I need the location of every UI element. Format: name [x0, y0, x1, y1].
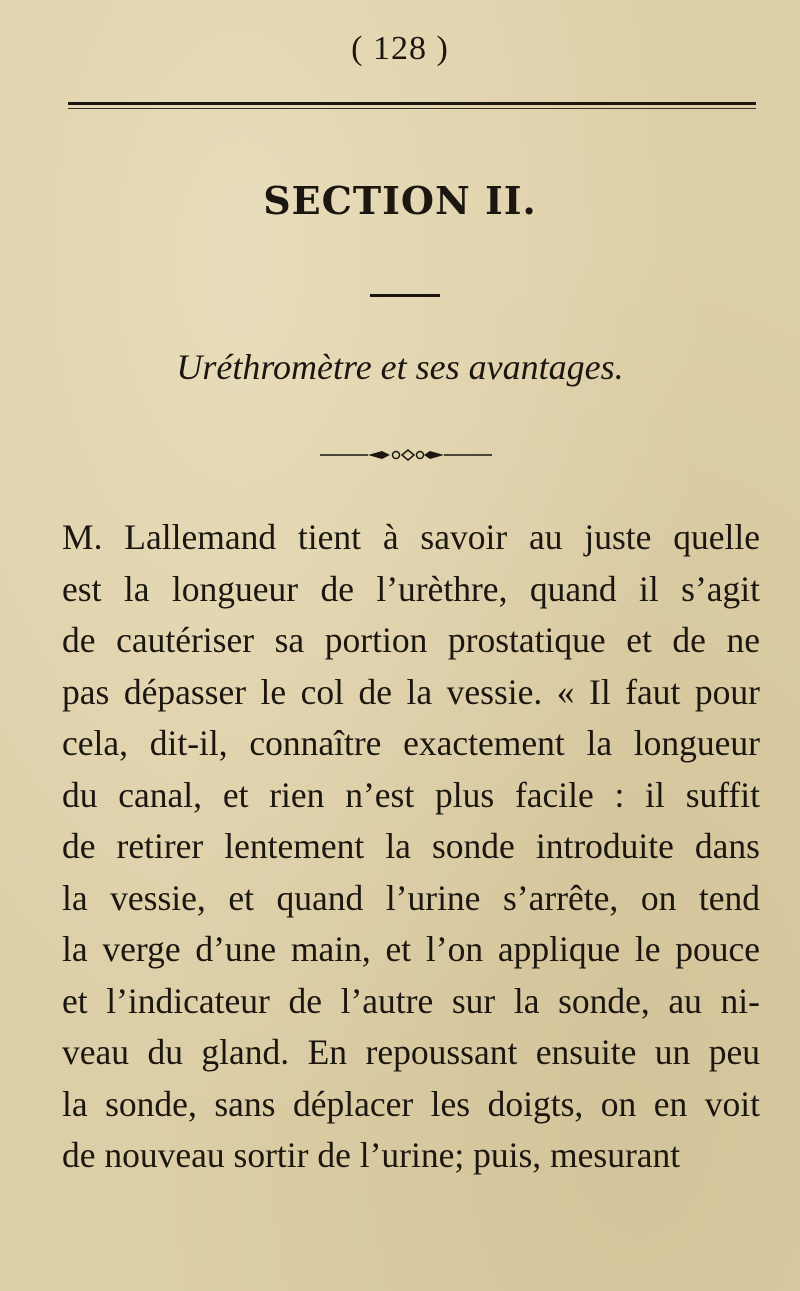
ornament-divider-icon — [320, 448, 492, 462]
body-line: du canal, et rien n’est plus facile : il suffit — [62, 774, 760, 815]
body-line: de retirer lentement la sonde introduite dans — [62, 826, 760, 866]
body-paragraph — [62, 512, 760, 1182]
body-line: veau du gland. En repoussant ensuite un peu — [62, 1032, 760, 1072]
body-line: de nouveau sortir de l’urine; puis, mesurant — [62, 1135, 681, 1175]
page-number: ( 128 ) — [351, 30, 449, 67]
body-line: pas dépasser le col de la vessie. « Il faut pour — [62, 671, 760, 712]
body-line: la sonde, sans déplacer les doigts, on en voit — [62, 1083, 760, 1124]
body-line: de cautériser sa portion prostatique et de ne — [62, 620, 760, 660]
body-line: cela, dit-il, connaître exactement la longueur — [62, 723, 760, 763]
title-rule — [370, 294, 440, 297]
chapter-subtitle: Uréthromètre et ses avantages. — [176, 347, 624, 387]
header-rule — [68, 102, 756, 105]
body-line: la vessie, et quand l’urine s’arrête, on tend — [62, 877, 760, 918]
header-rule-thin — [68, 108, 756, 109]
body-line: M. Lallemand tient à savoir au juste quelle — [62, 517, 760, 557]
section-title: SECTION II. — [263, 178, 537, 223]
body-line: est la longueur de l’urèthre, quand il s’agit — [62, 568, 760, 609]
body-line: la verge d’une main, et l’on applique le pouce — [62, 929, 760, 969]
body-line: et l’indicateur de l’autre sur la sonde, au ni- — [62, 980, 760, 1021]
